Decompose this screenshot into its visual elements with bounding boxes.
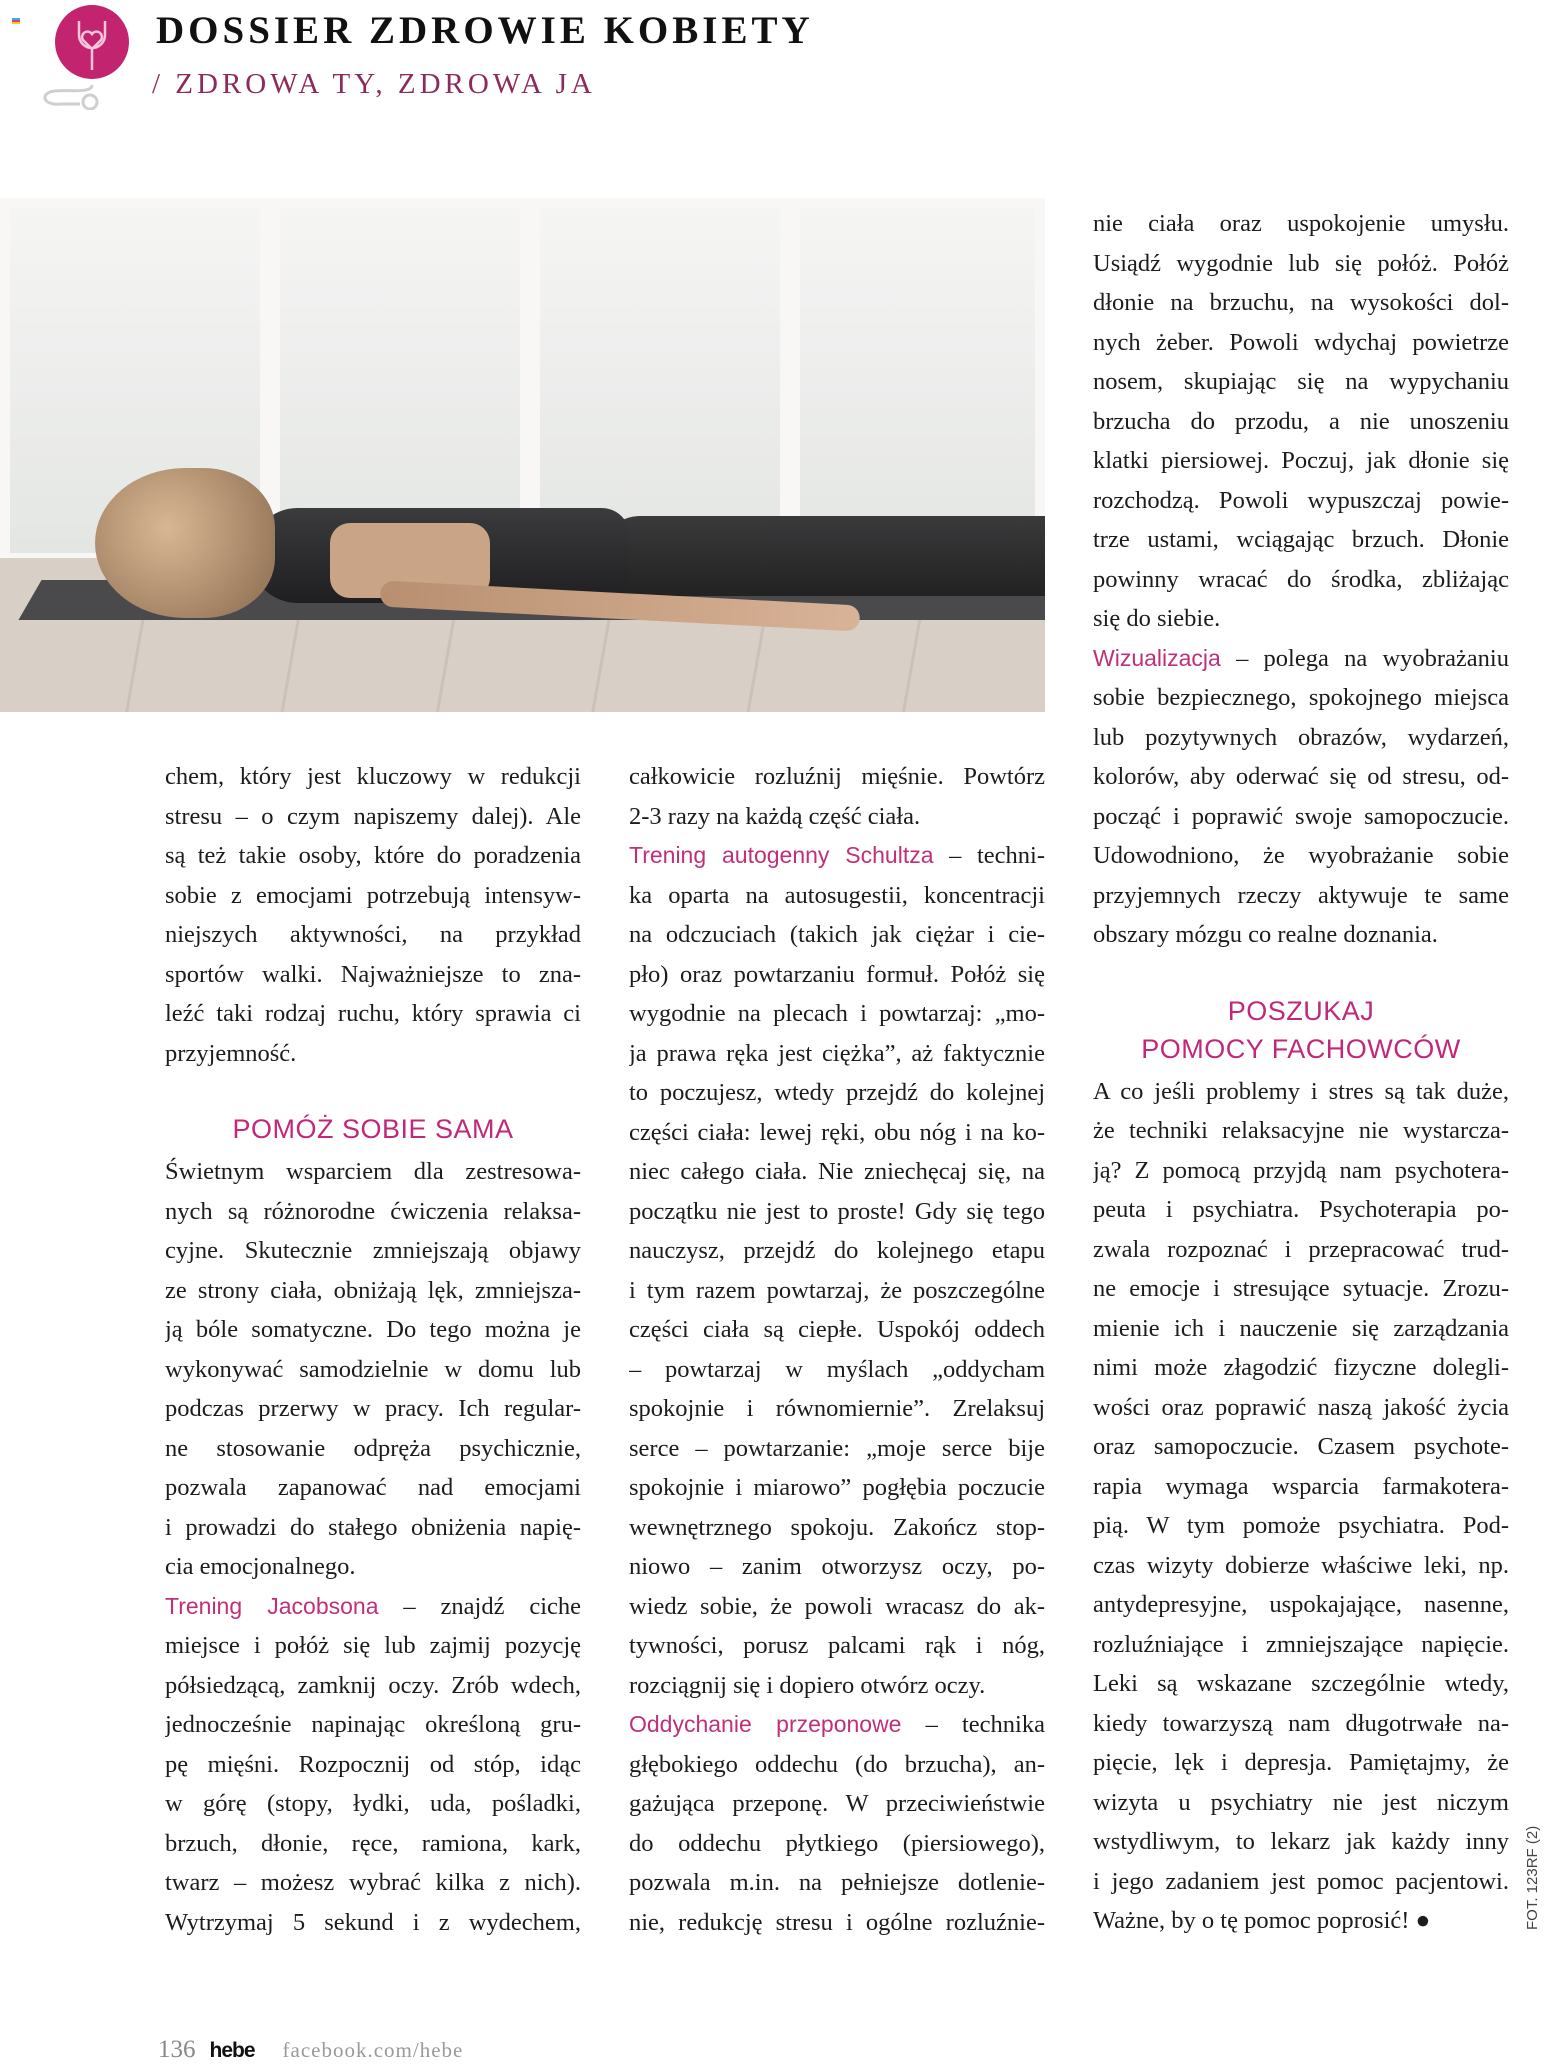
text-line-content: klatki piersiowej. Poczuj, jak dłonie się xyxy=(1093,447,1509,474)
text-line xyxy=(165,1152,581,1192)
text-line xyxy=(1093,678,1509,718)
text-line-content: mienie ich i nauczenie się zarządzania xyxy=(1093,1314,1509,1342)
text-line xyxy=(1093,1230,1509,1270)
text-line xyxy=(165,876,581,916)
text-line xyxy=(165,1903,581,1943)
text-line xyxy=(165,1508,581,1548)
text-line xyxy=(165,1626,581,1666)
text-line-content: chem, który jest kluczowy w redukcji xyxy=(165,763,581,790)
text-line xyxy=(629,1271,1045,1311)
text-line-content: powinny wracać do środka, zbliżając xyxy=(1093,565,1509,593)
text-line xyxy=(1093,441,1509,481)
text-line-content: i tym razem powtarzaj, że poszczególne xyxy=(629,1276,1045,1304)
text-line xyxy=(165,1350,581,1390)
text-line-content: – technika xyxy=(901,1711,1045,1738)
text-line-content: początku nie jest to proste! Gdy się tego xyxy=(629,1197,1045,1225)
text-line-content: zwala rozpoznać i przepracować trud- xyxy=(1093,1235,1509,1263)
text-line xyxy=(629,1073,1045,1113)
text-line-content: wizyta u psychiatry nie jest niczym xyxy=(1093,1788,1509,1816)
text-line-content: niowo – zanim otworzysz oczy, po- xyxy=(629,1553,1045,1580)
text-line-content: sobie bezpiecznego, spokojnego miejsca xyxy=(1093,684,1509,711)
text-line-content: pło) oraz powtarzaniu formuł. Połóż się xyxy=(629,960,1045,988)
text-line xyxy=(165,1231,581,1271)
text-line-content: całkowicie rozluźnij mięśnie. Powtórz xyxy=(629,763,1045,790)
text-line-content: twarz – możesz wybrać kilka z nich). xyxy=(165,1869,581,1896)
text-line-content: stresu – o czym napiszemy dalej). Ale xyxy=(165,802,581,830)
text-line-content: kiedy towarzyszą nam długotrwałe na- xyxy=(1093,1709,1509,1737)
text-line xyxy=(165,836,581,876)
text-line-content: Ważne, by o tę pomoc poprosić! ● xyxy=(1093,1907,1431,1934)
text-line xyxy=(1093,1743,1509,1783)
technique-name: Trening Jacobsona xyxy=(165,1592,379,1619)
text-line xyxy=(165,1745,581,1785)
text-line xyxy=(165,1824,581,1864)
technique-name: Trening autogenny Schultza xyxy=(629,842,934,868)
text-line xyxy=(629,1626,1045,1666)
text-line xyxy=(1093,639,1509,679)
text-line-content: ją? Z pomocą przyjdą nam psychotera- xyxy=(1093,1156,1509,1184)
text-line-content: A co jeśli problemy i stres są tak duże, xyxy=(1093,1077,1509,1105)
window-pane xyxy=(790,198,1045,563)
text-line-content: Leki są wskazane szczególnie wtedy, xyxy=(1093,1670,1509,1697)
text-line xyxy=(165,1587,581,1627)
text-line-content: serce – powtarzanie: „moje serce bije xyxy=(629,1434,1045,1462)
text-line xyxy=(629,915,1045,955)
text-line xyxy=(1093,481,1509,521)
text-line-content: nych żeber. Powoli wdychaj powietrze xyxy=(1093,328,1509,356)
section-heading-line: POMOCY FACHOWCÓW xyxy=(1141,1033,1461,1064)
text-line-content: peuta i psychiatra. Psychoterapia po- xyxy=(1093,1196,1509,1223)
text-line xyxy=(1093,204,1509,244)
text-line xyxy=(165,1192,581,1232)
text-line-content: pią. W tym pomoże psychiatra. Pod- xyxy=(1093,1512,1509,1539)
text-line xyxy=(1093,1151,1509,1191)
text-line xyxy=(1093,797,1509,837)
text-line xyxy=(629,1429,1045,1469)
text-line xyxy=(1093,1072,1509,1112)
text-line xyxy=(165,1666,581,1706)
text-line-content: nauczysz, przejdź do kolejnego etapu xyxy=(629,1237,1045,1264)
text-line xyxy=(1093,718,1509,758)
text-line-content: niec całego ciała. Nie zniechęcaj się, na xyxy=(629,1158,1045,1185)
text-line xyxy=(165,994,581,1034)
text-line xyxy=(629,1389,1045,1429)
text-line xyxy=(1093,599,1509,639)
text-line xyxy=(1093,1388,1509,1428)
text-line xyxy=(629,797,1045,837)
text-line-content: 2-3 razy na każdą część ciała. xyxy=(629,802,921,830)
text-line-content: Usiądź wygodnie lub się połóż. Połóż xyxy=(1093,249,1509,277)
text-line-content: lub pozytywnych obrazów, wydarzeń, xyxy=(1093,723,1509,751)
text-line xyxy=(629,757,1045,797)
text-line-content: dłonie na brzuchu, na wysokości dol- xyxy=(1093,289,1509,316)
text-line xyxy=(165,797,581,837)
text-line xyxy=(629,1192,1045,1232)
text-line xyxy=(1093,1506,1509,1546)
text-line xyxy=(1093,757,1509,797)
text-line-content: przyjemność. xyxy=(165,1039,297,1067)
photo-credit: FOT. 123RF (2) xyxy=(1524,1825,1541,1930)
text-line xyxy=(1093,1190,1509,1230)
text-line-content: pę mięśni. Rozpocznij od stóp, idąc xyxy=(165,1750,581,1778)
text-line-content: że techniki relaksacyjne nie wystarcza- xyxy=(1093,1117,1509,1144)
section-subtitle: / ZDROWA TY, ZDROWA JA xyxy=(152,68,596,100)
text-line-content: – powtarzaj w myślach „oddycham xyxy=(629,1355,1045,1383)
text-line xyxy=(1093,1664,1509,1704)
text-line xyxy=(165,915,581,955)
text-line xyxy=(1093,1704,1509,1744)
text-line-content: ne emocje i stresujące sytuacje. Zrozu- xyxy=(1093,1275,1509,1302)
text-line-content: półsiedzącą, zamknij oczy. Zrób wdech, xyxy=(165,1671,581,1699)
text-line-content: nie ciała oraz uspokojenie umysłu. xyxy=(1093,210,1509,237)
text-line xyxy=(629,1350,1045,1390)
text-line xyxy=(165,1863,581,1903)
text-line xyxy=(1093,560,1509,600)
text-line xyxy=(1093,1309,1509,1349)
text-line-content: w górę (stopy, łydki, uda, pośladki, xyxy=(165,1790,581,1817)
text-line xyxy=(165,1468,581,1508)
text-line-content: wiedz sobie, że powoli wracasz do ak- xyxy=(629,1592,1045,1620)
text-line-content: głębokiego oddechu (do brzucha), an- xyxy=(629,1750,1045,1778)
text-line xyxy=(1093,520,1509,560)
text-line-content: – znajdź ciche xyxy=(378,1592,581,1620)
text-line xyxy=(629,1508,1045,1548)
text-line xyxy=(629,1666,1045,1706)
text-line-content: rozciągnij się i dopiero otwórz oczy. xyxy=(629,1671,986,1699)
text-line xyxy=(629,1705,1045,1745)
text-line-content: ka oparta na autosugestii, koncentracji xyxy=(629,881,1045,909)
text-line-content: sobie z emocjami potrzebują intensyw- xyxy=(165,881,581,909)
text-line xyxy=(165,955,581,995)
text-line xyxy=(1093,1546,1509,1586)
text-line-content: i prowadzi do stałego obniżenia napię- xyxy=(165,1513,581,1541)
text-line-content: tywności, porusz palcami rąk i nóg, xyxy=(629,1632,1045,1659)
text-line xyxy=(1093,1467,1509,1507)
article-column-3 xyxy=(1093,204,1509,1941)
text-line-content: podczas przerwy w pracy. Ich regular- xyxy=(165,1395,581,1422)
text-line xyxy=(1093,1585,1509,1625)
text-line xyxy=(165,1547,581,1587)
text-line xyxy=(629,1468,1045,1508)
text-line-content: spokojnie i równomiernie”. Zrelaksuj xyxy=(629,1395,1045,1422)
text-line xyxy=(629,1231,1045,1271)
page-footer xyxy=(158,2036,463,2064)
text-line-content: wstydliwym, to lekarz jak każdy inny xyxy=(1093,1828,1509,1855)
text-line xyxy=(165,1705,581,1745)
text-line-content: nych są różnorodne ćwiczenia relaksa- xyxy=(165,1197,581,1225)
stethoscope-tube-icon xyxy=(40,60,110,110)
text-line-content: części ciała: lewej ręki, obu nóg i na ko- xyxy=(629,1118,1045,1146)
text-line-content: pozwala zapanować nad emocjami xyxy=(165,1474,581,1501)
text-line xyxy=(629,1310,1045,1350)
text-line-content: czas wizyty dobierze właściwe leki, np. xyxy=(1093,1551,1509,1579)
text-line-content: ze strony ciała, obniżają lęk, zmniejsza- xyxy=(165,1276,581,1304)
text-line-content: pięcie, lęk i depresja. Pamiętajmy, że xyxy=(1093,1749,1509,1776)
text-line-content: antydepresyjne, uspokajające, nasenne, xyxy=(1093,1591,1509,1618)
text-line-content: brzuch, dłonie, ręce, ramiona, kark, xyxy=(165,1829,581,1857)
woman-lying-on-yoga-mat-photo xyxy=(0,198,1045,712)
text-line-content: – techni- xyxy=(933,842,1045,869)
text-line xyxy=(629,836,1045,876)
section-heading-line: POMÓŻ SOBIE SAMA xyxy=(232,1114,514,1144)
text-line-content: przyjemnych rzeczy aktywuje te same xyxy=(1093,881,1509,909)
text-line-content: rapia wymaga wsparcia farmakotera- xyxy=(1093,1472,1509,1500)
text-line xyxy=(165,1784,581,1824)
text-line-content: gażująca przeponę. W przeciwieństwie xyxy=(629,1790,1045,1817)
facebook-link[interactable]: facebook.com/hebe xyxy=(282,2038,464,2062)
text-line xyxy=(1093,1269,1509,1309)
text-line xyxy=(1093,915,1509,955)
text-line-content: ne stosowanie odpręża psychicznie, xyxy=(165,1434,581,1462)
text-line-content: wewnętrznego spokoju. Zakończ stop- xyxy=(629,1513,1045,1541)
text-line-content: sportów walki. Najważniejsze to zna- xyxy=(165,960,581,988)
text-line xyxy=(1093,1901,1509,1941)
text-line xyxy=(629,1034,1045,1074)
text-line-content: – polega na wyobrażaniu xyxy=(1220,644,1509,672)
text-line-content: wygodnie na plecach i powtarzaj: „mo- xyxy=(629,1000,1045,1027)
text-line-content: wości oraz poprawić naszą jakość życia xyxy=(1093,1393,1509,1421)
text-line-content: ja prawa ręka jest ciężka”, aż faktycznie xyxy=(629,1039,1045,1067)
text-line xyxy=(629,1152,1045,1192)
text-line xyxy=(1093,1822,1509,1862)
text-line-content: części ciała są ciepłe. Uspokój oddech xyxy=(629,1316,1045,1343)
text-line-content: do oddechu płytkiego (piersiowego), xyxy=(629,1829,1045,1857)
text-line-content: miejsce i połóż się lub zajmij pozycję xyxy=(165,1632,581,1659)
text-line-content: nie, redukcję stresu i ogólne rozluźnie- xyxy=(629,1908,1045,1936)
text-line xyxy=(629,955,1045,995)
text-line xyxy=(629,1745,1045,1785)
text-line-content: niejszych aktywności, na przykład xyxy=(165,921,581,948)
text-line-content: począć i poprawić swoje samopoczucie. xyxy=(1093,802,1509,830)
text-line xyxy=(165,1310,581,1350)
technique-name: Oddychanie przeponowe xyxy=(629,1711,902,1737)
text-line xyxy=(629,1903,1045,1943)
text-line xyxy=(1093,1862,1509,1902)
text-line-content: Świetnym wsparciem dla zestresowa- xyxy=(165,1158,581,1185)
page-number: 136 xyxy=(158,2036,196,2063)
text-line-content: wykonywać samodzielnie w domu lub xyxy=(165,1355,581,1383)
text-line-content: kolorów, aby oderwać się od stresu, od- xyxy=(1093,763,1509,790)
technique-name: Wizualizacja xyxy=(1093,644,1221,671)
text-line-content: cia emocjonalnego. xyxy=(165,1553,356,1580)
text-line-content: Wytrzymaj 5 sekund i z wydechem, xyxy=(165,1908,581,1936)
text-line xyxy=(1093,283,1509,323)
text-line xyxy=(629,1863,1045,1903)
text-line-content: oraz samopoczucie. Czasem psychote- xyxy=(1093,1433,1509,1460)
article-column-1 xyxy=(165,757,581,1942)
text-line-content: się do siebie. xyxy=(1093,605,1221,632)
text-line-content: jednocześnie napinając określoną gru- xyxy=(165,1711,581,1738)
text-line xyxy=(629,876,1045,916)
text-line xyxy=(629,1113,1045,1153)
text-line xyxy=(165,1034,581,1074)
text-line xyxy=(1093,876,1509,916)
section-heading xyxy=(165,1110,581,1148)
text-line-content: spokojnie i miarowo” pogłębia poczucie xyxy=(629,1474,1045,1501)
text-line xyxy=(1093,244,1509,284)
text-line-content: Udowodniono, że wyobrażanie sobie xyxy=(1093,842,1509,869)
text-line xyxy=(629,1547,1045,1587)
text-line xyxy=(1093,1625,1509,1665)
text-line xyxy=(1093,836,1509,876)
text-line xyxy=(165,1271,581,1311)
text-line xyxy=(1093,402,1509,442)
text-line xyxy=(1093,1348,1509,1388)
text-line xyxy=(1093,1783,1509,1823)
text-line-content: rozchodzą. Powoli wypuszczaj powie- xyxy=(1093,486,1509,514)
text-line-content: i jego zadaniem jest pomoc pacjentowi. xyxy=(1093,1867,1509,1895)
text-line xyxy=(1093,362,1509,402)
text-line xyxy=(629,1784,1045,1824)
text-line-content: nimi może złagodzić fizyczne dolegli- xyxy=(1093,1354,1509,1381)
brand-logo: hebe xyxy=(209,2039,255,2062)
text-line xyxy=(1093,1427,1509,1467)
text-line-content: to poczujesz, wtedy przejdź do kolejnej xyxy=(629,1079,1045,1106)
text-line-content: leźć taki rodzaj ruchu, który sprawia ci xyxy=(165,1000,581,1027)
article-column-2 xyxy=(629,757,1045,1942)
text-line xyxy=(1093,1111,1509,1151)
text-line xyxy=(629,1587,1045,1627)
text-line xyxy=(165,1429,581,1469)
text-line-content: brzucha do przodu, a nie unoszeniu xyxy=(1093,407,1509,435)
text-line xyxy=(1093,323,1509,363)
print-color-mark xyxy=(12,18,20,24)
text-line-content: cyjne. Skutecznie zmniejszają objawy xyxy=(165,1237,581,1264)
text-line xyxy=(629,994,1045,1034)
figure-head xyxy=(95,468,275,618)
text-line-content: rozluźniające i zmniejszające napięcie. xyxy=(1093,1630,1509,1658)
text-line-content: nosem, skupiając się na wypychaniu xyxy=(1093,368,1509,395)
text-line-content: trze ustami, wciągając brzuch. Dłonie xyxy=(1093,526,1509,553)
text-line-content: są też takie osoby, które do poradzenia xyxy=(165,842,581,869)
section-heading-line: POSZUKAJ xyxy=(1227,995,1375,1026)
text-line-content: ją bóle somatyczne. Do tego można je xyxy=(165,1316,581,1343)
text-line xyxy=(629,1824,1045,1864)
text-line-content: na odczuciach (takich jak ciężar i cie- xyxy=(629,921,1045,948)
text-line xyxy=(165,757,581,797)
text-line xyxy=(165,1389,581,1429)
section-title: DOSSIER ZDROWIE KOBIETY xyxy=(156,9,814,52)
figure-legs xyxy=(600,516,1045,596)
section-heading xyxy=(1093,992,1509,1068)
text-line-content: obszary mózgu co realne doznania. xyxy=(1093,921,1438,948)
text-line-content: pozwala m.in. na pełniejsze dotlenie- xyxy=(629,1869,1045,1896)
